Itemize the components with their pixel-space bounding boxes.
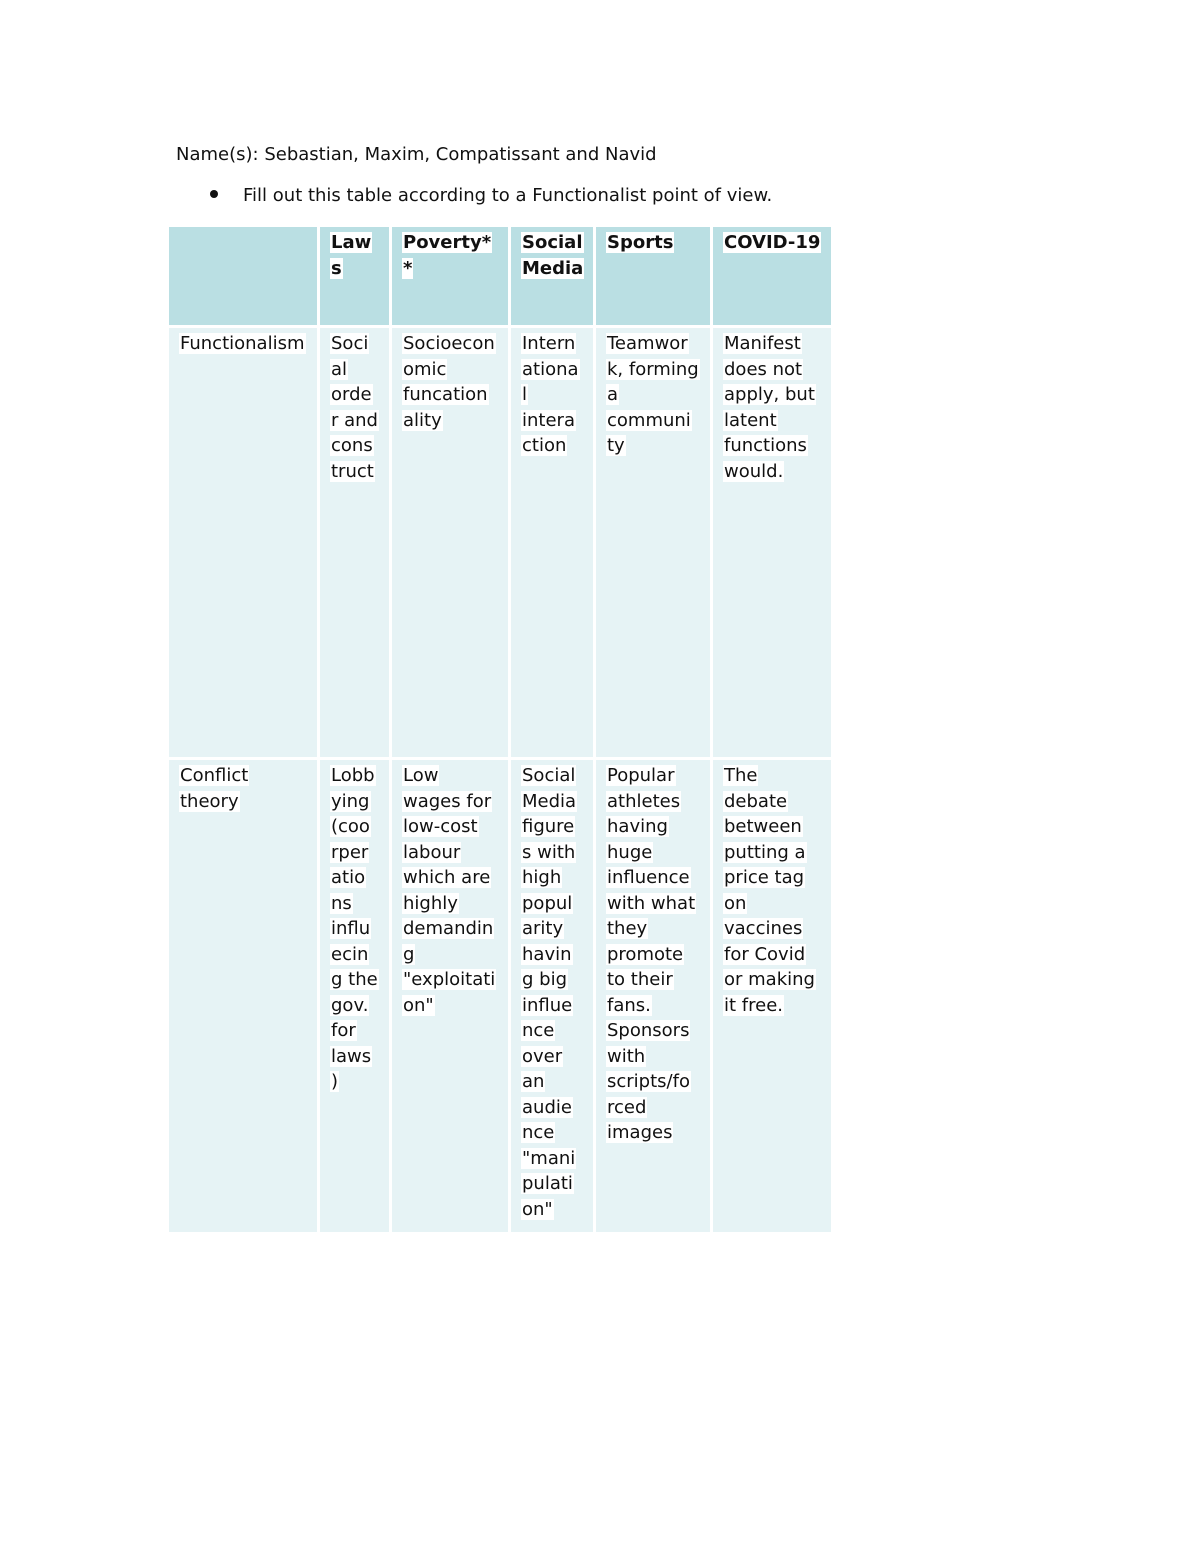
table-cell: Popular athletes having huge influence with what they promote to their fans. Sponsors with scripts/fo rced images xyxy=(596,760,710,1232)
table-row xyxy=(169,760,831,1232)
header-cell-empty xyxy=(169,227,317,325)
instruction-bullet xyxy=(210,184,772,208)
perspective-table xyxy=(166,224,834,1235)
names-line xyxy=(176,143,657,167)
table-cell: Social Media figure s with high popul arity havin g big influe nce over an audie nce "mani pulati on" xyxy=(511,760,593,1232)
table-cell: Teamwor k, forming a communi ty xyxy=(596,328,710,757)
header-cell-laws: Laws xyxy=(320,227,389,325)
bullet-icon xyxy=(210,190,218,198)
table-cell: Soci al orde r and cons truct xyxy=(320,328,389,757)
table-row xyxy=(169,328,831,757)
table-cell: Socioecon omic funcation ality xyxy=(392,328,508,757)
table-cell: The debate between putting a price tag on vaccines for Covid or making it free. xyxy=(713,760,831,1232)
row-label-conflict-theory: Conflict theory xyxy=(169,760,317,1232)
instruction-text: Fill out this table according to a Functionalist point of view. xyxy=(243,185,773,206)
table-cell: Manifest does not apply, but latent functions would. xyxy=(713,328,831,757)
table-cell: Intern ationa l intera ction xyxy=(511,328,593,757)
table-cell: Lobb ying (coo rper atio ns influ ecin g the gov. for laws ) xyxy=(320,760,389,1232)
header-cell-covid: COVID-19 xyxy=(713,227,831,325)
header-cell-poverty: Poverty** xyxy=(392,227,508,325)
header-cell-social-media: Social Media xyxy=(511,227,593,325)
names-value: Sebastian, Maxim, Compatissant and Navid xyxy=(264,144,657,165)
header-cell-sports: Sports xyxy=(596,227,710,325)
table-header-row xyxy=(169,227,831,325)
names-label: Name(s): xyxy=(176,144,259,165)
row-label-functionalism: Functionalism xyxy=(169,328,317,757)
table-cell: Low wages for low-cost labour which are highly demandin g "exploitati on" xyxy=(392,760,508,1232)
